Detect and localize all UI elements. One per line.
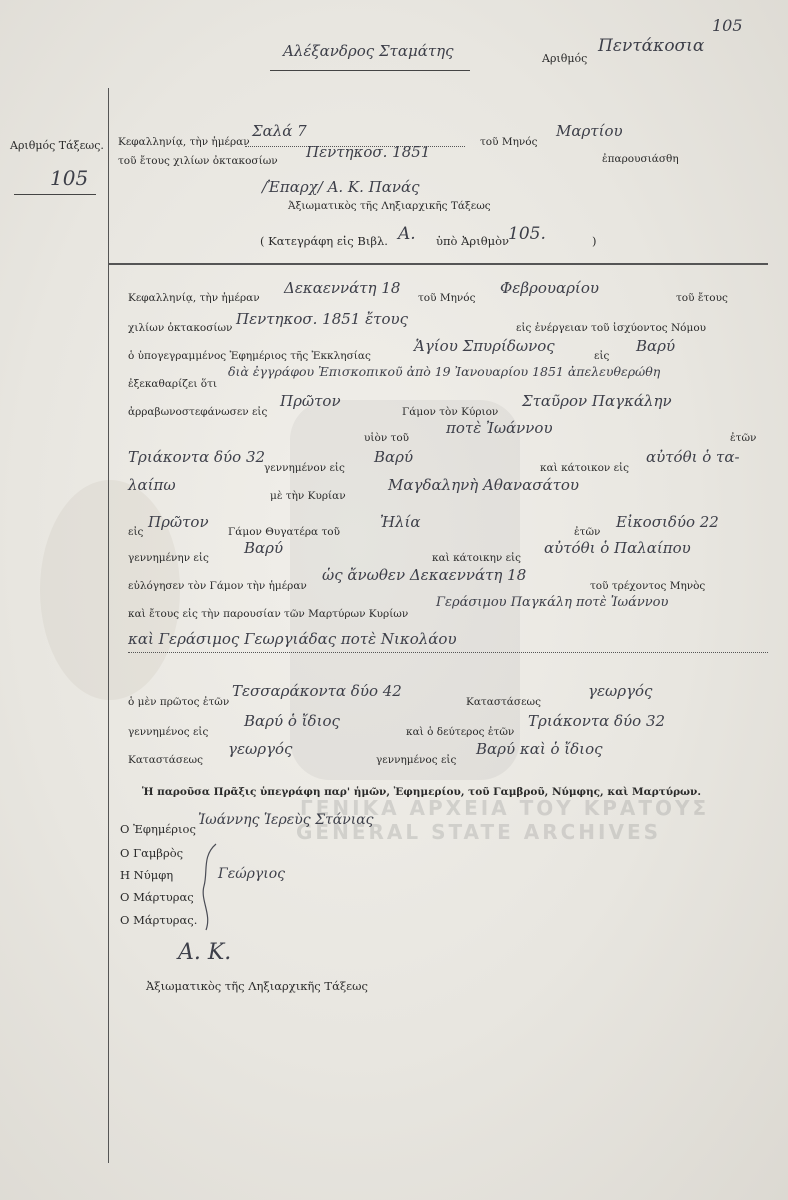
body-l1-c: τοῦ ἔτους — [676, 292, 728, 304]
sig-official-hw: Α. Κ. — [178, 940, 232, 965]
body-l7-age: Τριάκοντα δύο 32 — [128, 448, 266, 466]
page-number: 105 — [712, 16, 743, 35]
taxis-underline — [14, 194, 96, 195]
body-l3-place: Βαρύ — [636, 337, 676, 355]
body-l10-residence: αὐτόθι ὁ Παλαίπου — [544, 539, 691, 557]
body-l4-document: διὰ ἐγγράφου Ἐπισκοπικοῦ ἀπὸ 19 Ἰανουαρίου 1851 ἀπελευθερώθη — [228, 364, 661, 379]
body-l9-bride-father: Ἠλία — [380, 513, 421, 531]
body-l3-b: εἰς — [594, 350, 610, 362]
body-l9-marriage: Πρῶτον — [148, 513, 209, 531]
sig-martyras1-hw: Γεώργιος — [218, 866, 285, 882]
taxis-number: 105 — [50, 166, 89, 190]
body-l14-age: Τεσσαράκοντα δύο 42 — [232, 682, 402, 700]
body-l2-year: Πεντηκοσ. 1851 ἔτους — [236, 310, 409, 328]
body-l14-a: ὁ μὲν πρῶτος ἐτῶν — [128, 696, 230, 708]
arithmos-label: Αριθμός — [542, 52, 588, 65]
sig-ephemerios-hw: Ἰωάννης Ἱερεὺς Στάνιας — [198, 812, 374, 828]
section-divider — [108, 263, 768, 265]
top-kataxorisi-label: ( Κατεγράφη εἰς Βιβλ. — [260, 234, 388, 248]
body-l15-a: γεννημένος εἰς — [128, 726, 209, 738]
sig-gamvros-label: Ο Γαμβρὸς — [120, 846, 184, 860]
body-l5-marriage: Πρῶτον — [280, 392, 341, 410]
body-l2-b: εἰς ἐνέργειαν τοῦ ἰσχύοντος Νόμου — [516, 322, 707, 334]
body-l16-birthplace: Βαρύ καὶ ὁ ἴδιος — [476, 740, 603, 758]
body-l11-b: τοῦ τρέχοντος Μηνὸς — [590, 580, 706, 592]
body-l1-day: Δεκαεννάτη 18 — [284, 279, 401, 297]
body-l8-a: μὲ τὴν Κυρίαν — [270, 490, 346, 502]
body-l10-a: γεννημένην εἰς — [128, 552, 209, 564]
body-l5-a: ἀρραβωνοστεφάνωσεν εἰς — [128, 406, 268, 418]
body-l7-a: γεννημένον εἰς — [264, 462, 345, 474]
top-number: 105. — [508, 224, 546, 244]
sig-nymfi-label: Η Νύμφη — [120, 868, 174, 882]
body-l7-residence: αὐτόθι ὁ τα- — [646, 448, 740, 466]
top-day: Σαλά 7 — [252, 122, 307, 140]
top-official-label: Ἀξιωματικὸς τῆς Ληξιαρχικῆς Τάξεως — [288, 200, 491, 212]
body-l5-b: Γάμον τὸν Κύριον — [402, 406, 499, 418]
brace-stroke — [198, 842, 222, 932]
body-l8-residence-cont: λαίπω — [128, 476, 176, 494]
body-l6-a: υἱὸν τοῦ — [364, 432, 410, 444]
arithmos-handwritten: Πεντάκοσια — [598, 36, 705, 56]
body-l12-witness1: Γεράσιμου Παγκάλη ποτὲ Ἰωάννου — [436, 595, 669, 610]
body-l13-witness2: καὶ Γεράσιμος Γεωργιάδας ποτὲ Νικολάου — [128, 630, 457, 648]
body-l16-occupation: γεωργός — [228, 740, 293, 758]
taxis-label: Αριθμός Τάξεως. — [10, 139, 104, 152]
body-l1-month: Φεβρουαρίου — [500, 279, 599, 297]
header-title-handwritten: Αλέξανδρος Σταμάτης — [283, 42, 454, 60]
body-l10-birthplace: Βαρύ — [244, 539, 284, 557]
margin-rule — [108, 88, 109, 1163]
body-l16-a: Καταστάσεως — [128, 754, 203, 766]
top-month: Μαρτίου — [556, 122, 623, 140]
top-official-handwritten: /Ἐπαρχ/ Α. Κ. Πανάς — [262, 178, 420, 196]
body-l5-groom: Σταῦρον Παγκάλην — [522, 392, 672, 410]
sig-martyras2-label: Ο Μάρτυρας. — [120, 913, 198, 927]
watermark-english: GENERAL STATE ARCHIVES — [296, 820, 662, 844]
top-minos-label: τοῦ Μηνός — [480, 136, 538, 148]
body-l15-b: καὶ ὁ δεύτερος ἐτῶν — [406, 726, 515, 738]
sig-martyras1-label: Ο Μάρτυρας — [120, 890, 194, 904]
top-close-paren: ) — [592, 234, 597, 248]
sig-ephemerios-label: Ο Ἐφημέριος — [120, 822, 196, 836]
header-title-underline — [270, 70, 470, 71]
body-l14-occupation: γεωργός — [588, 682, 653, 700]
body-l2-a: χιλίων ὀκτακοσίων — [128, 322, 233, 334]
top-year: Πεντηκοσ. 1851 — [306, 143, 431, 161]
top-eparousiasthi: ἐπαρουσιάσθη — [602, 153, 679, 165]
body-l13-line — [128, 652, 768, 653]
body-l1-b: τοῦ Μηνός — [418, 292, 476, 304]
body-signature-intro: Ἡ παροῦσα Πρᾶξις ὑπεγράφη παρ' ἡμῶν, Ἐφημερίου, τοῦ Γαμβροῦ, Νύμφης, καὶ Μαρτύρων. — [142, 786, 701, 798]
top-year-label: τοῦ ἔτους χιλίων ὀκτακοσίων — [118, 155, 278, 167]
body-l15-birthplace: Βαρύ ὁ ἴδιος — [244, 712, 340, 730]
body-l6-father: ποτὲ Ἰωάννου — [446, 419, 553, 437]
body-l11-date: ὡς ἄνωθεν Δεκαεννάτη 18 — [322, 566, 527, 584]
body-l9-bride-age: Εἰκοσιδύο 22 — [616, 513, 719, 531]
body-l12-a: καὶ ἔτους εἰς τὴν παρουσίαν τῶν Μαρτύρων Κυρίων — [128, 608, 409, 620]
body-l6-b: ἐτῶν — [730, 432, 757, 444]
body-l7-b: καὶ κάτοικον εἰς — [540, 462, 630, 474]
body-l9-c: ἐτῶν — [574, 526, 601, 538]
top-upo-arithmon: ὑπὸ Ἀριθμὸν — [436, 234, 510, 248]
body-l16-b: γεννημένος εἰς — [376, 754, 457, 766]
body-l8-bride: Μαγδαληνὴ Αθανασάτου — [388, 476, 580, 494]
body-l14-b: Καταστάσεως — [466, 696, 541, 708]
body-l3-a: ὁ ὑπογεγραμμένος Ἐφημέριος τῆς Ἐκκλησίας — [128, 350, 371, 362]
body-l11-a: εὐλόγησεν τὸν Γάμον τὴν ἡμέραν — [128, 580, 307, 592]
body-l3-church: Ἁγίου Σπυρίδωνος — [414, 337, 555, 355]
body-l1-a: Κεφαλληνίᾳ, τὴν ἡμέραν — [128, 292, 260, 304]
body-l4-a: ἐξεκαθαρίζει ὅτι — [128, 378, 218, 390]
body-l7-birthplace: Βαρύ — [374, 448, 414, 466]
body-l15-age: Τριάκοντα δύο 32 — [528, 712, 666, 730]
top-book: Α. — [398, 224, 416, 244]
body-l9-a: εἰς — [128, 526, 144, 538]
watermark-greek: ΓΕΝΙΚΑ ΑΡΧΕΙΑ ΤΟΥ ΚΡΑΤΟΥΣ — [300, 796, 710, 820]
body-l10-b: καὶ κάτοικην εἰς — [432, 552, 522, 564]
sig-official-label: Ἀξιωματικὸς τῆς Ληξιαρχικῆς Τάξεως — [146, 979, 368, 993]
top-kef-label: Κεφαλληνίᾳ, τὴν ἡμέραν — [118, 136, 250, 148]
body-l9-b: Γάμον Θυγατέρα τοῦ — [228, 526, 340, 538]
